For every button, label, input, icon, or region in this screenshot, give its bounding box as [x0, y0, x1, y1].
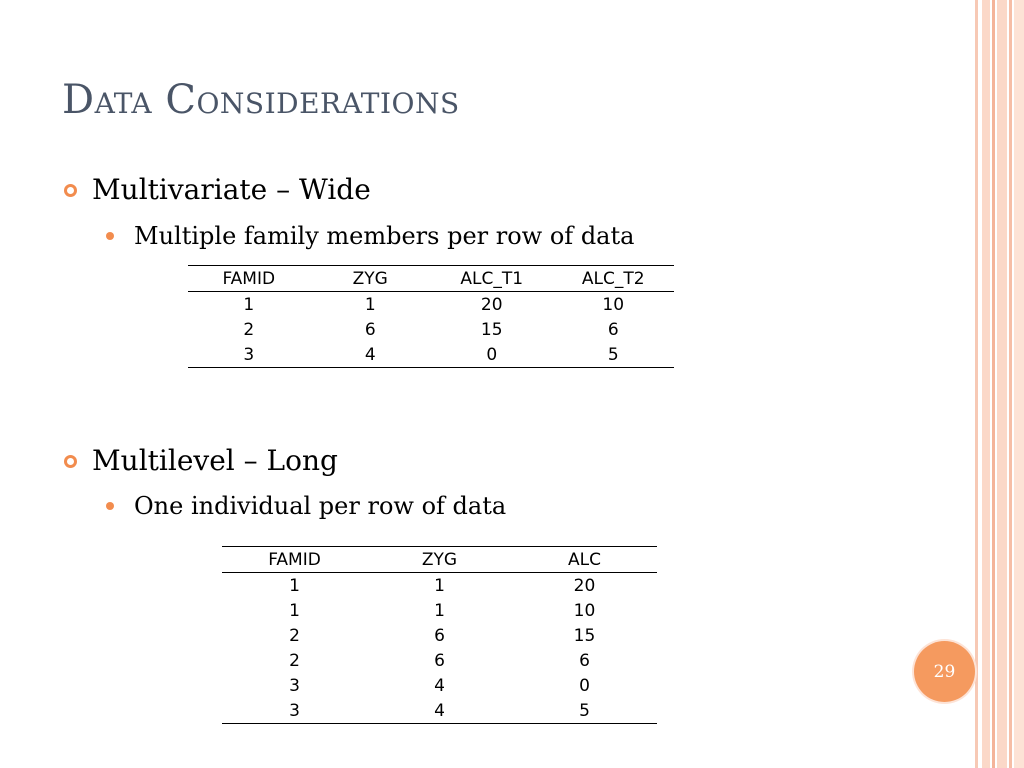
table-cell: 2	[289, 625, 300, 646]
decorative-stripe	[1009, 0, 1012, 768]
table-cell: 1	[289, 600, 300, 621]
table-cell: 0	[579, 675, 590, 696]
table-cell: 6	[434, 650, 445, 671]
table-cell: 20	[573, 575, 596, 596]
table-cell: 0	[486, 344, 498, 365]
table-cell: 2	[243, 319, 255, 340]
table-cell: 6	[579, 650, 590, 671]
table-cell: 1	[243, 294, 255, 315]
table-cell: 4	[364, 344, 376, 365]
table-cell: 3	[289, 675, 300, 696]
table-row	[222, 673, 657, 698]
slide-title: Data Considerations	[62, 77, 460, 123]
dot-bullet-icon	[106, 232, 114, 240]
table-row	[222, 573, 657, 599]
column-header: ZYG	[421, 549, 458, 570]
table-cell: 10	[602, 294, 625, 315]
table-cell: 4	[434, 700, 445, 721]
page-number-badge: 29	[914, 641, 975, 702]
subbullet-text: Multiple family members per row of data	[134, 222, 635, 250]
table-row	[222, 623, 657, 648]
subbullet-text: One individual per row of data	[134, 492, 507, 520]
table-cell: 6	[364, 319, 376, 340]
column-header: FAMID	[268, 549, 321, 570]
decorative-stripe	[975, 0, 978, 768]
table-cell: 15	[480, 319, 503, 340]
table-row	[222, 598, 657, 623]
column-header: ALC_T2	[581, 268, 645, 289]
table-cell: 2	[289, 650, 300, 671]
wide-data-table	[188, 265, 674, 368]
decorative-stripe	[982, 0, 990, 768]
table-cell: 1	[434, 575, 445, 596]
long-data-table	[222, 546, 657, 724]
hollow-circle-bullet-icon	[64, 184, 77, 197]
table-cell: 3	[289, 700, 300, 721]
table-cell: 20	[480, 294, 503, 315]
decorative-stripe	[997, 0, 1007, 768]
decorative-stripe	[1014, 0, 1024, 768]
table-cell: 1	[289, 575, 300, 596]
table-cell: 10	[573, 600, 596, 621]
table-cell: 6	[607, 319, 619, 340]
dot-bullet-icon	[106, 502, 114, 510]
table-cell: 1	[364, 294, 376, 315]
hollow-circle-bullet-icon	[64, 455, 77, 468]
table-header-row	[188, 266, 674, 292]
decorative-stripe	[992, 0, 995, 768]
table-row	[222, 648, 657, 673]
table-cell: 3	[243, 344, 255, 365]
table-header-row	[222, 547, 657, 573]
bullet-heading: Multilevel – Long	[92, 444, 338, 477]
table-cell: 4	[434, 675, 445, 696]
table-cell: 5	[607, 344, 619, 365]
table-cell: 6	[434, 625, 445, 646]
table-cell: 5	[579, 700, 590, 721]
column-header: ALC	[568, 549, 601, 570]
column-header: ZYG	[352, 268, 388, 289]
column-header: FAMID	[222, 268, 276, 289]
bullet-heading: Multivariate – Wide	[92, 173, 371, 206]
column-header: ALC_T1	[460, 268, 524, 289]
table-cell: 1	[434, 600, 445, 621]
table-cell: 15	[573, 625, 596, 646]
table-row	[188, 342, 674, 368]
table-row	[188, 317, 674, 342]
table-row	[188, 292, 674, 318]
table-row	[222, 698, 657, 724]
